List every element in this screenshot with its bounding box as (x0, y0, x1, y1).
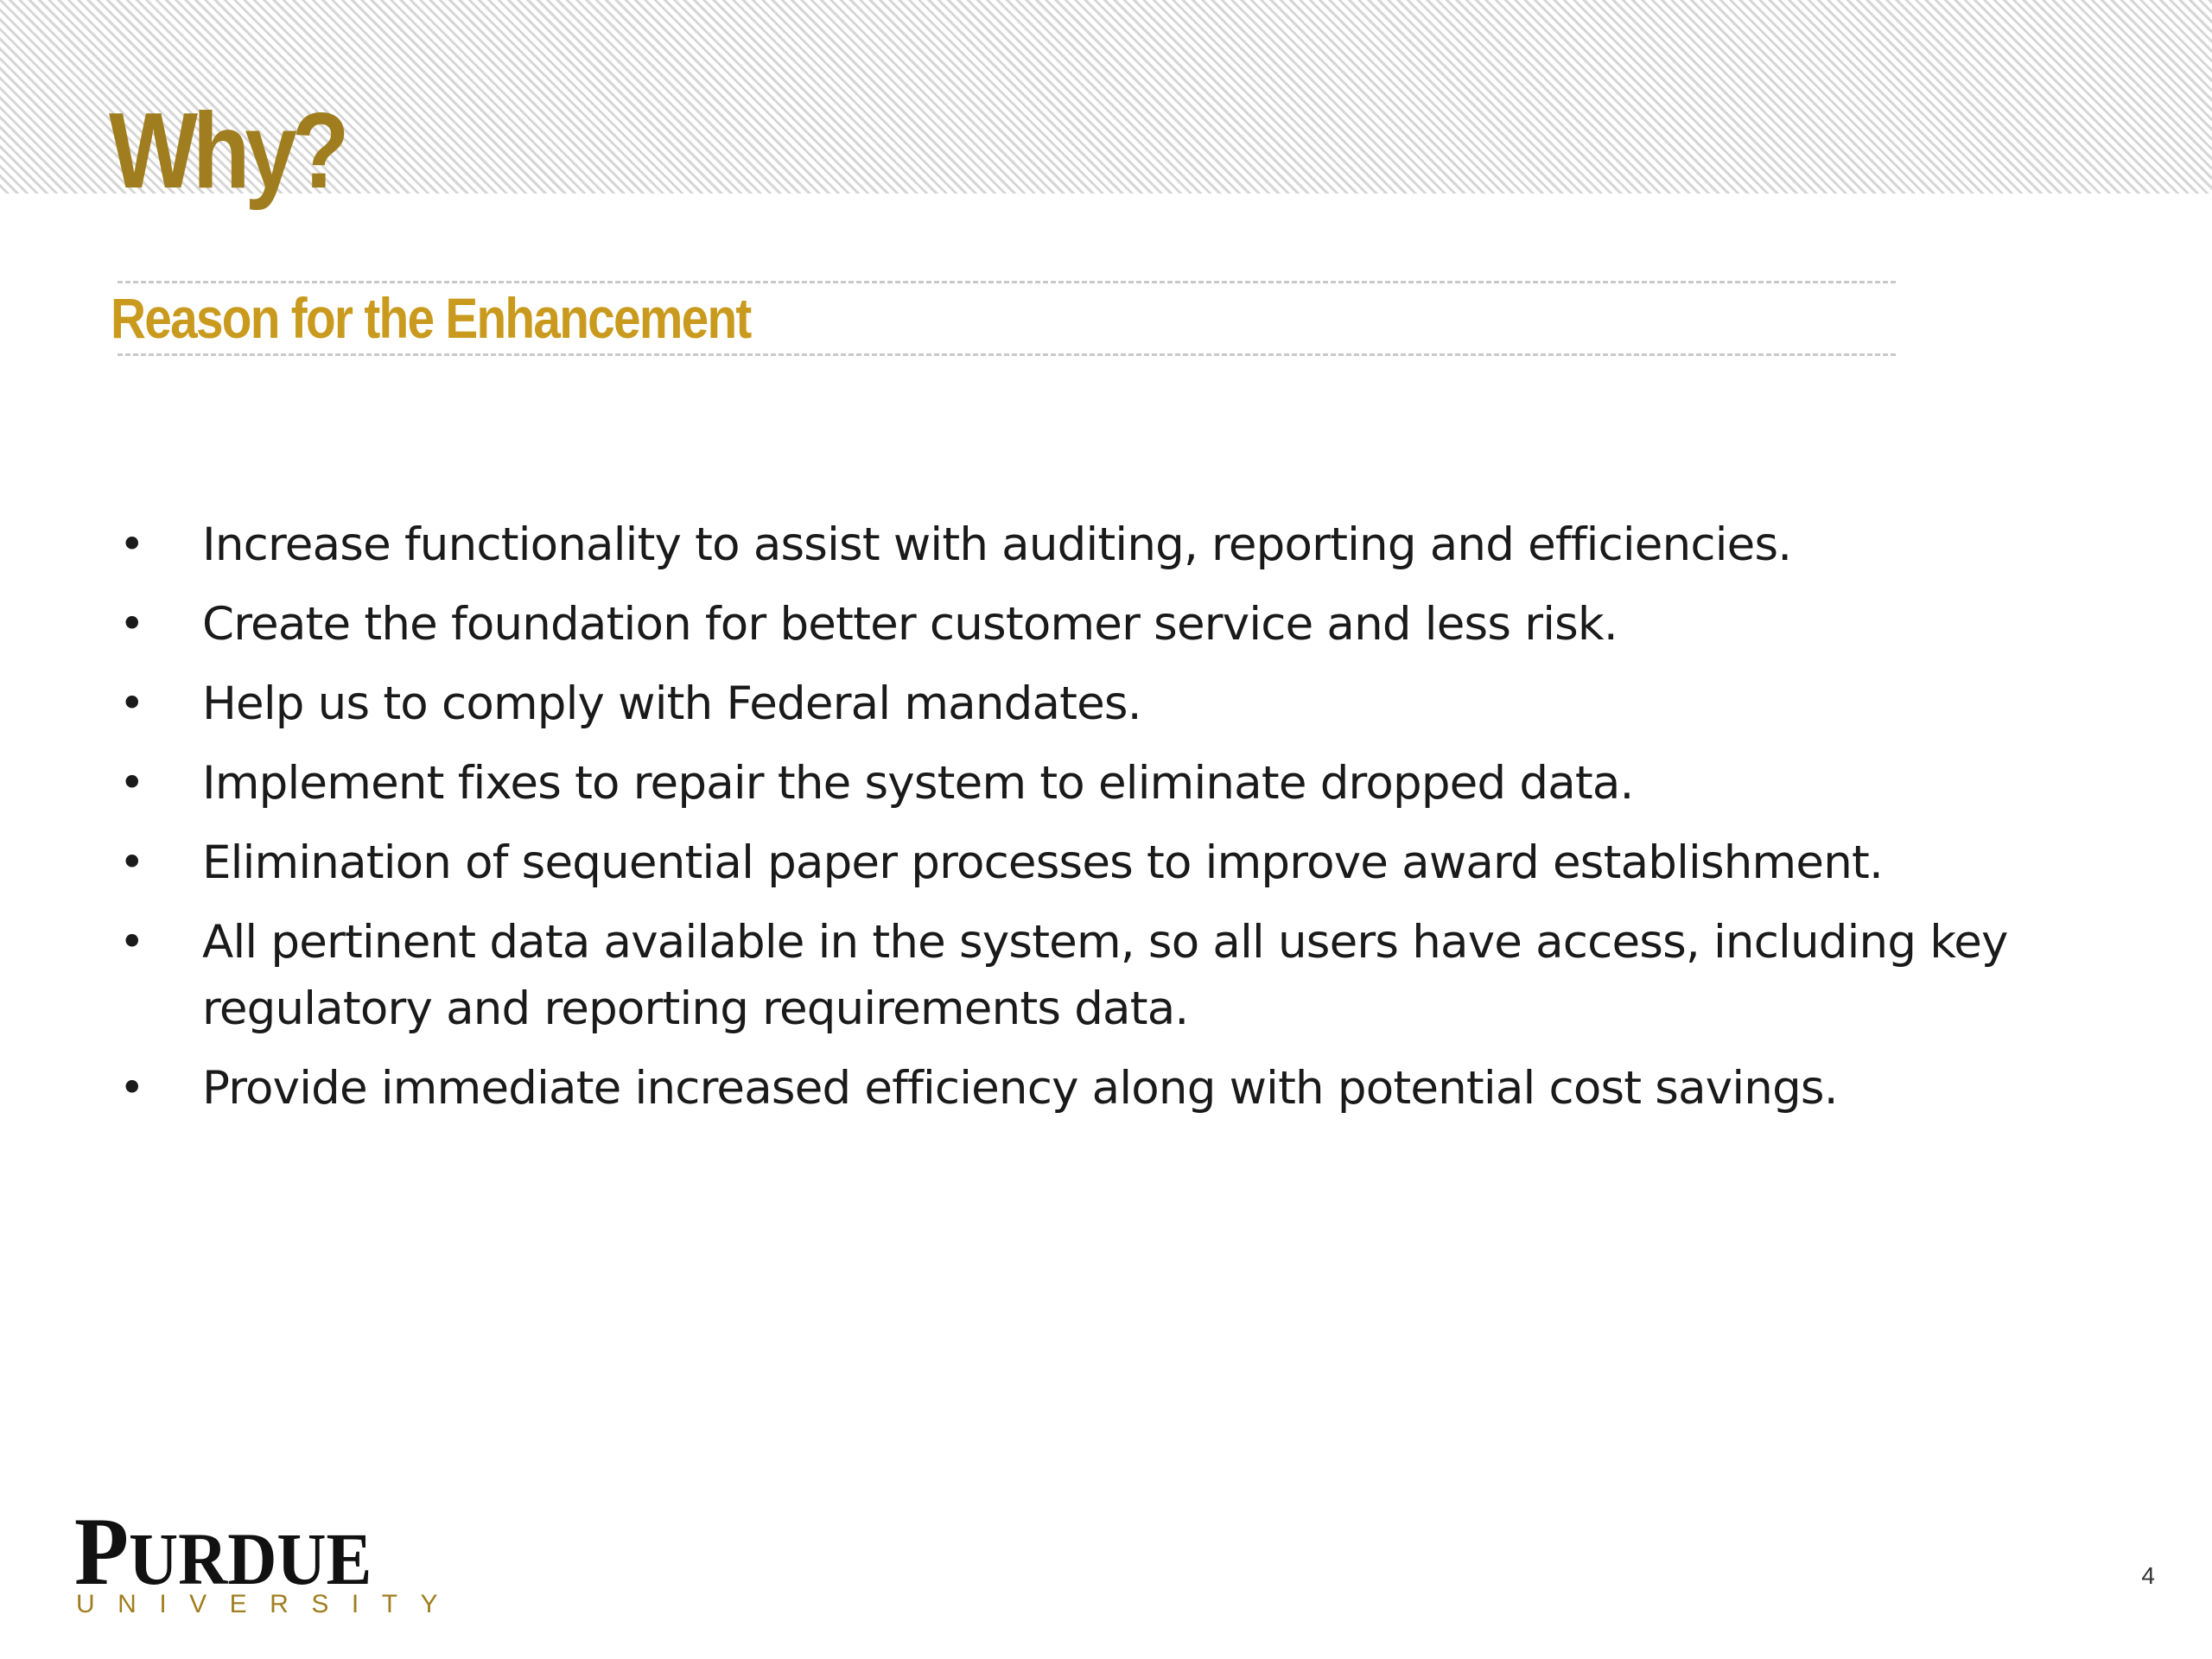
bullet-text: Increase functionality to assist with auditing, reporting and efficiencies. (202, 518, 1792, 571)
bullet-item (116, 750, 2017, 817)
logo-wordmark-initial: P (74, 1498, 129, 1605)
bullet-list (116, 512, 2017, 1135)
bullet-item (116, 909, 2017, 1042)
bullet-item (116, 512, 2017, 578)
bullet-dot: • (119, 837, 144, 887)
bullet-item (116, 591, 2017, 658)
purdue-logo (74, 1498, 461, 1621)
slide-title: Why? (109, 92, 345, 211)
bullet-dot: • (119, 1063, 144, 1113)
bullet-item (116, 671, 2017, 737)
bullet-text: Help us to comply with Federal mandates. (202, 677, 1141, 730)
slide-subtitle: Reason for the Enhancement (111, 286, 751, 350)
bullet-dot: • (119, 519, 144, 569)
bullet-dot: • (119, 758, 144, 808)
subtitle-bottom-rule (118, 353, 1896, 356)
bullet-dot: • (119, 599, 144, 649)
bullet-text: Create the foundation for better customer service and less risk. (202, 598, 1618, 651)
bullet-text: Elimination of sequential paper processes to improve award establishment. (202, 836, 1884, 889)
bullet-text: All pertinent data available in the system, so all users have access, including key regulatory and reporting requirements data. (202, 916, 2008, 1035)
bullet-text: Implement fixes to repair the system to eliminate dropped data. (202, 757, 1634, 810)
logo-wordmark (74, 1498, 372, 1605)
logo-wordmark-rest: URDUE (128, 1517, 372, 1600)
bullet-dot: • (119, 678, 144, 728)
subtitle-top-rule (118, 281, 1896, 283)
page-number: 4 (2141, 1562, 2155, 1589)
bullet-item (116, 830, 2017, 896)
bullet-dot: • (119, 917, 144, 967)
bullet-item (116, 1055, 2017, 1122)
bullet-text: Provide immediate increased efficiency along with potential cost savings. (202, 1062, 1838, 1115)
logo-tagline: UNIVERSITY (76, 1590, 461, 1618)
